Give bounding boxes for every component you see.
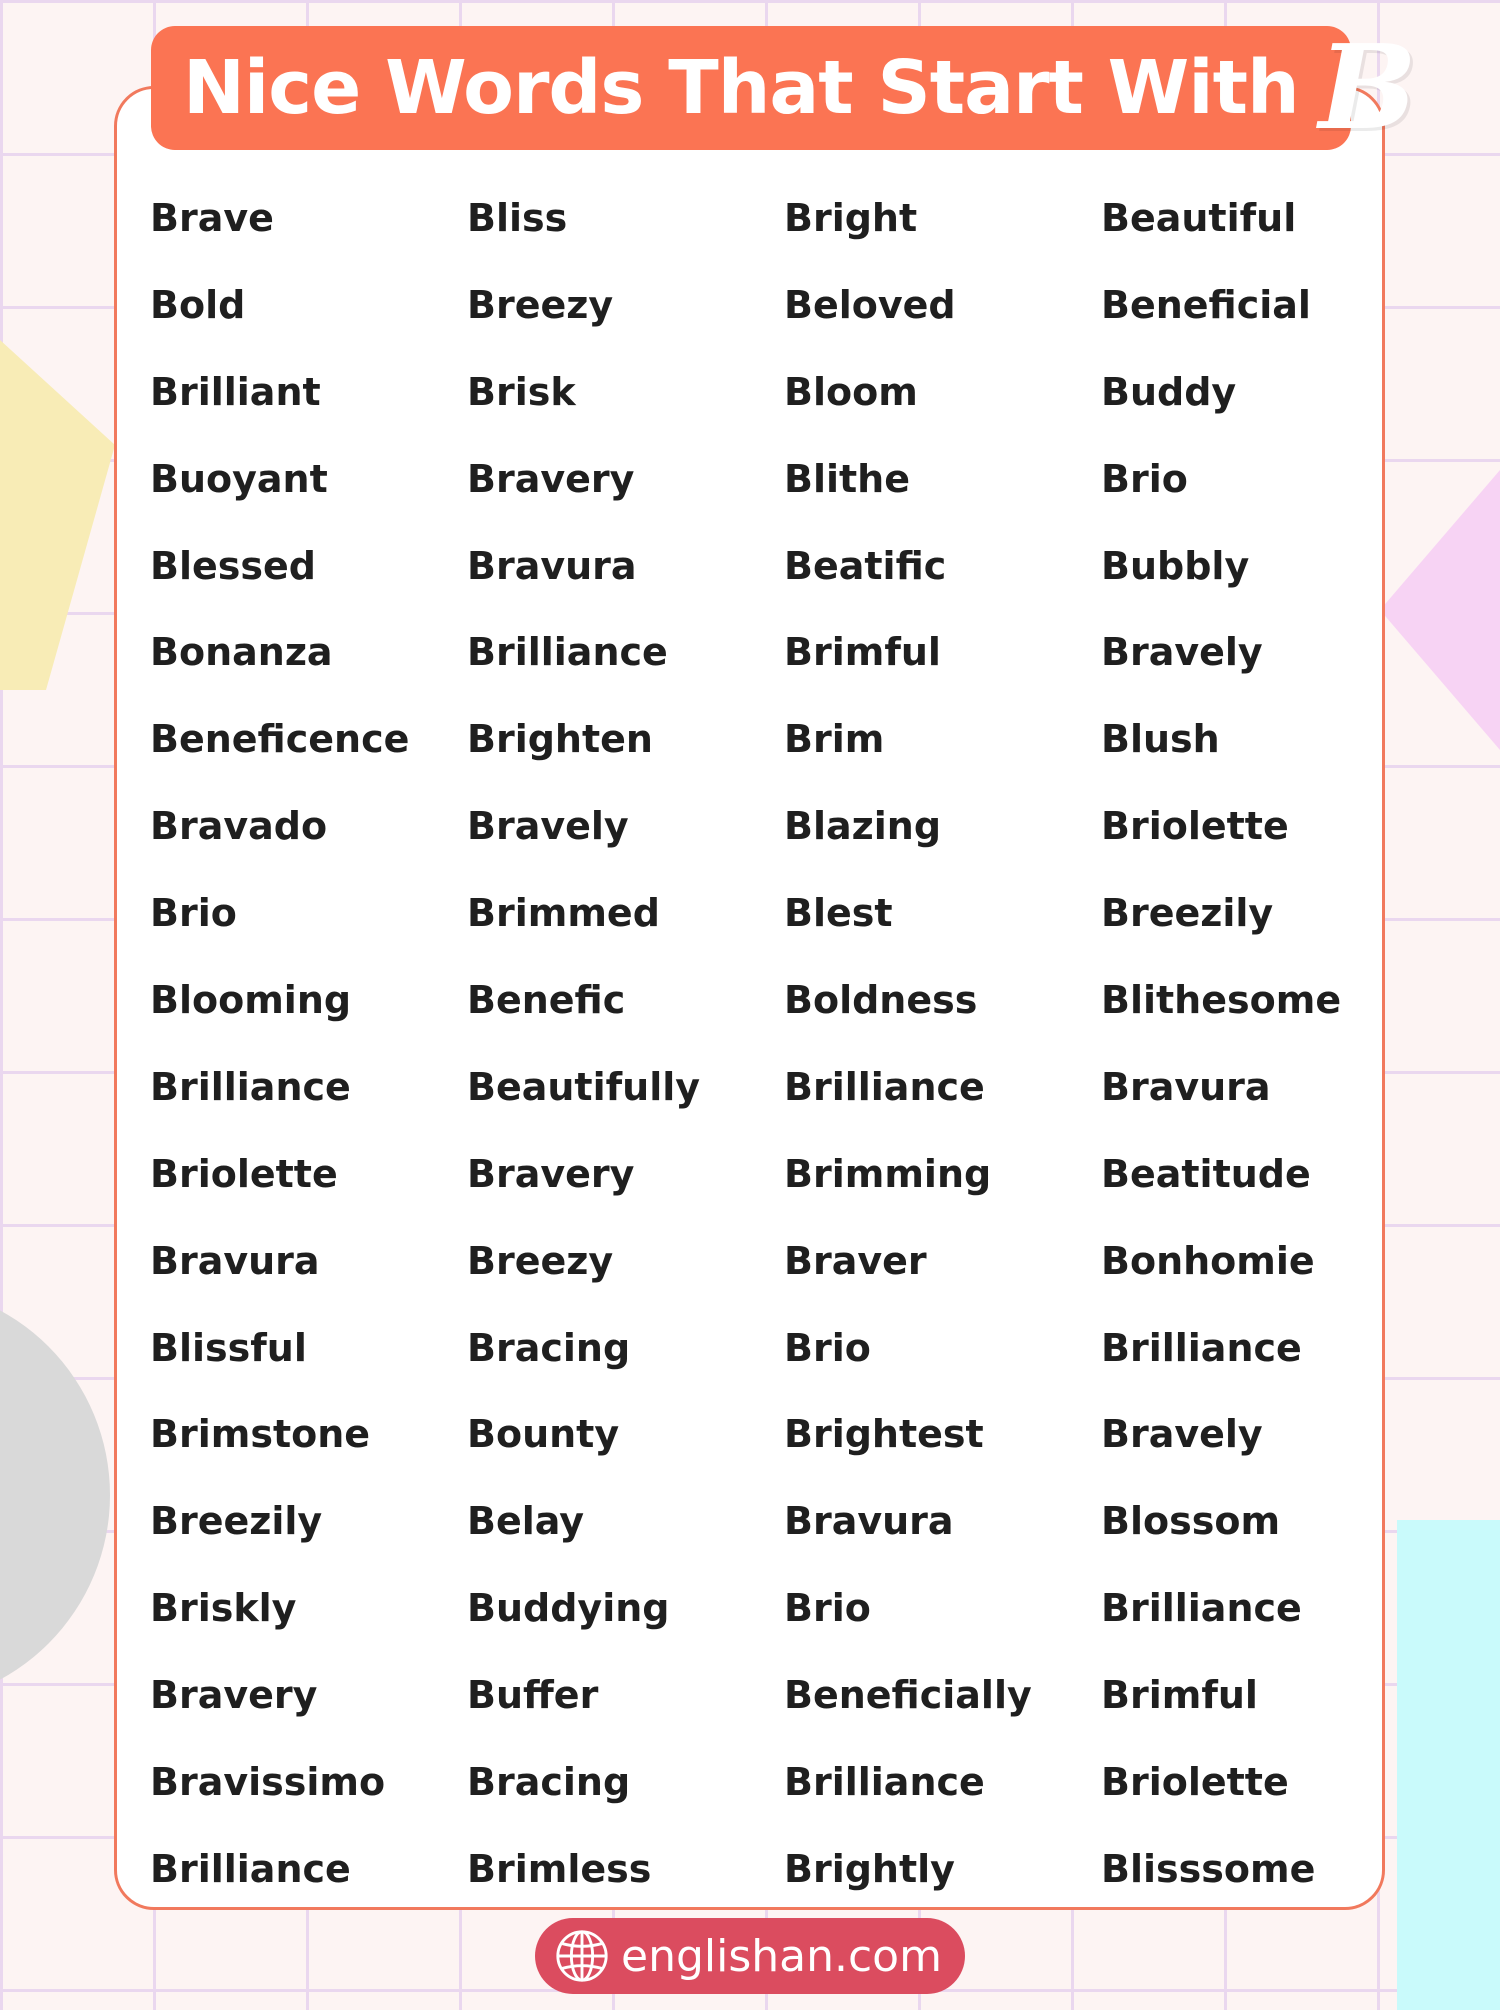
word-item: Blush <box>1101 717 1220 762</box>
word-item: Brilliance <box>784 1760 985 1805</box>
word-item: Brio <box>1101 456 1188 501</box>
word-item: Brighten <box>467 717 653 762</box>
word-item: Breezily <box>1101 891 1274 936</box>
word-item: Bracing <box>467 1760 631 1805</box>
word-item: Blest <box>784 891 893 936</box>
word-item: Bravery <box>467 1151 635 1196</box>
title-banner <box>151 20 1417 156</box>
word-item: Beautiful <box>1101 196 1297 240</box>
word-item: Briolette <box>1101 1760 1289 1805</box>
word-item: Brilliance <box>467 630 668 675</box>
word-item: Bravura <box>784 1499 954 1544</box>
word-item: Breezily <box>150 1499 323 1544</box>
word-item: Bonhomie <box>1101 1238 1315 1283</box>
word-item: Beneficence <box>150 717 410 762</box>
word-item: Brimming <box>784 1151 992 1196</box>
decorative-pink-diamond <box>1380 470 1500 750</box>
word-item: Bravely <box>1101 1412 1263 1457</box>
word-item: Brio <box>784 1586 871 1631</box>
word-item: Bubbly <box>1101 543 1250 588</box>
word-item: Bravura <box>1101 1064 1271 1109</box>
word-item: Brim <box>784 717 885 762</box>
word-item: Blossom <box>1101 1499 1281 1544</box>
word-item: Blazing <box>784 804 942 849</box>
word-item: Brilliance <box>150 1064 351 1109</box>
word-item: Blithesome <box>1101 978 1342 1023</box>
page-title: Nice Words That Start With <box>183 45 1299 131</box>
word-item: Beatific <box>784 543 947 588</box>
word-item: Bravely <box>467 804 629 849</box>
title-letter: B <box>1318 20 1417 156</box>
word-item: Brilliance <box>1101 1325 1302 1370</box>
decorative-cyan-rectangle <box>1397 1520 1500 2010</box>
word-item: Bold <box>150 282 246 327</box>
word-grid <box>150 188 1370 1926</box>
word-item: Briolette <box>150 1151 338 1196</box>
word-item: Bravura <box>150 1238 320 1283</box>
word-item: Buddying <box>467 1586 670 1631</box>
word-item: Beneficial <box>1101 282 1311 327</box>
word-item: Brisk <box>467 369 576 414</box>
word-item: Brightest <box>784 1412 984 1457</box>
word-item: Bravura <box>467 543 637 588</box>
word-item: Bravery <box>150 1673 318 1718</box>
word-item: Bounty <box>467 1412 620 1457</box>
word-item: Boldness <box>784 978 978 1023</box>
word-item: Benefic <box>467 978 626 1023</box>
word-item: Buffer <box>467 1673 599 1718</box>
word-item: Brilliant <box>150 369 321 414</box>
word-item: Beneficially <box>784 1673 1032 1718</box>
word-item: Bravely <box>1101 630 1263 675</box>
word-item: Brilliance <box>1101 1586 1302 1631</box>
word-item: Beloved <box>784 282 956 327</box>
word-item: Buoyant <box>150 456 328 501</box>
word-item: Bracing <box>467 1325 631 1370</box>
word-item: Brilliance <box>150 1846 351 1891</box>
website-badge[interactable] <box>535 1918 965 1994</box>
word-item: Belay <box>467 1499 585 1544</box>
word-item: Briolette <box>1101 804 1289 849</box>
word-item: Bloom <box>784 369 918 414</box>
word-item: Blooming <box>150 978 352 1023</box>
word-item: Blisssome <box>1101 1846 1316 1891</box>
word-item: Blissful <box>150 1325 307 1370</box>
word-item: Brave <box>150 196 274 240</box>
word-item: Breezy <box>467 1238 614 1283</box>
word-item: Buddy <box>1101 369 1237 414</box>
word-item: Bonanza <box>150 630 333 675</box>
word-item: Brio <box>150 891 237 936</box>
word-item: Beautifully <box>467 1064 701 1109</box>
website-url: englishan.com <box>621 1930 942 1982</box>
word-item: Bravery <box>467 456 635 501</box>
word-item: Brio <box>784 1325 871 1370</box>
word-item: Brimful <box>784 630 941 675</box>
word-item: Brimmed <box>467 891 660 936</box>
word-item: Bravado <box>150 804 328 849</box>
word-item: Blessed <box>150 543 316 588</box>
word-item: Brimful <box>1101 1673 1258 1718</box>
decorative-gray-circle <box>0 1285 110 1705</box>
word-item: Brimless <box>467 1846 652 1891</box>
word-item: Brightly <box>784 1846 955 1891</box>
word-item: Breezy <box>467 282 614 327</box>
word-item: Blithe <box>784 456 911 501</box>
word-item: Braver <box>784 1238 927 1283</box>
word-item: Beatitude <box>1101 1151 1311 1196</box>
word-item: Brilliance <box>784 1064 985 1109</box>
word-item: Brimstone <box>150 1412 371 1457</box>
decorative-yellow-shape <box>0 340 115 690</box>
word-item: Bright <box>784 196 918 240</box>
word-item: Bravissimo <box>150 1760 386 1805</box>
globe-icon <box>553 1927 611 1985</box>
word-item: Briskly <box>150 1586 297 1631</box>
word-item: Bliss <box>467 196 568 240</box>
